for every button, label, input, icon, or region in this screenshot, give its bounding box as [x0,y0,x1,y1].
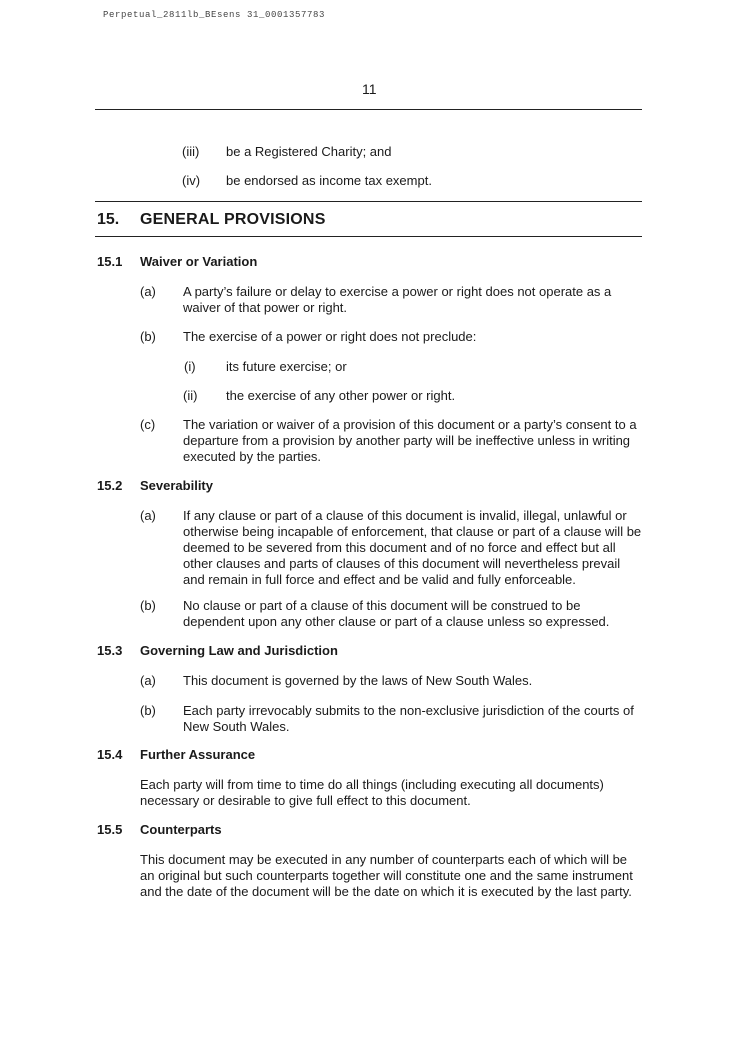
clause-heading: Waiver or Variation [140,254,258,269]
clause-item-text: No clause or part of a clause of this document will be construed to be dependent upon any other clause or part of a clause unless so expressed. [183,598,610,629]
clause-heading: Governing Law and Jurisdiction [140,643,338,658]
list-item-text: be a Registered Charity; and [226,144,392,159]
clause-item-label: (b) [140,329,156,344]
clause-number: 15.4 [97,747,123,762]
clause-item-text: If any clause or part of a clause of this document is invalid, illegal, unlawful or otherwise being incapable of enforcement, that clause or part of a clause will be deemed to be severed from this document and of no force and effect but all other clauses and parts of clauses of this document will nevertheless prevail and remain in full force and effect and be valid and fully enforceable. [183,508,642,587]
clause-item-label: (b) [140,598,156,613]
section-number: 15. [97,211,120,228]
clause-item-text: Each party irrevocably submits to the non-exclusive jurisdiction of the courts of New South Wales. [183,703,634,734]
clause-item-text: The variation or waiver of a provision of this document or a party’s consent to a departure from a provision by another party will be ineffective unless in writing executed by the parties. [183,417,637,464]
clause-item-text: This document is governed by the laws of New South Wales. [183,673,533,688]
clause-item-label: (a) [140,508,156,523]
sub-item-label: (ii) [183,388,198,403]
clause-heading: Further Assurance [140,747,256,762]
clause-number: 15.1 [97,254,123,269]
clause-item-label: (a) [140,673,156,688]
header-rule [95,109,642,110]
clause-item-text: The exercise of a power or right does not preclude: [183,329,477,344]
clause-item-label: (c) [140,417,156,432]
clause-item-text: A party’s failure or delay to exercise a power or right does not operate as a waiver of that power or right. [183,284,612,315]
clause-number: 15.3 [97,643,123,658]
clause-body-text: Each party will from time to time do all things (including executing all documents) necessary or desirable to give full effect to this document. [140,777,604,808]
sub-item-label: (i) [184,359,196,374]
clause-item-label: (a) [140,284,156,299]
list-item-text: be endorsed as income tax exempt. [226,173,432,188]
page-number: 11 [362,81,377,97]
list-item-number: (iii) [182,144,200,159]
clause-item-label: (b) [140,703,156,718]
section-title: GENERAL PROVISIONS [140,211,326,228]
clause-body-text: This document may be executed in any number of counterparts each of which will be an original but such counterparts together will constitute one and the same instrument and the date of the document will be the date on which it is executed by the last party. [140,852,633,899]
sub-item-text: the exercise of any other power or right. [226,388,456,403]
clause-number: 15.5 [97,822,123,837]
document-id-header: Perpetual_2811lb_BEsens 31_0001357783 [103,10,326,20]
clause-number: 15.2 [97,478,123,493]
clause-heading: Severability [140,478,213,493]
section-bottom-rule [95,236,642,237]
list-item-number: (iv) [182,173,201,188]
sub-item-text: its future exercise; or [226,359,347,374]
section-top-rule [95,201,642,202]
clause-heading: Counterparts [140,822,222,837]
